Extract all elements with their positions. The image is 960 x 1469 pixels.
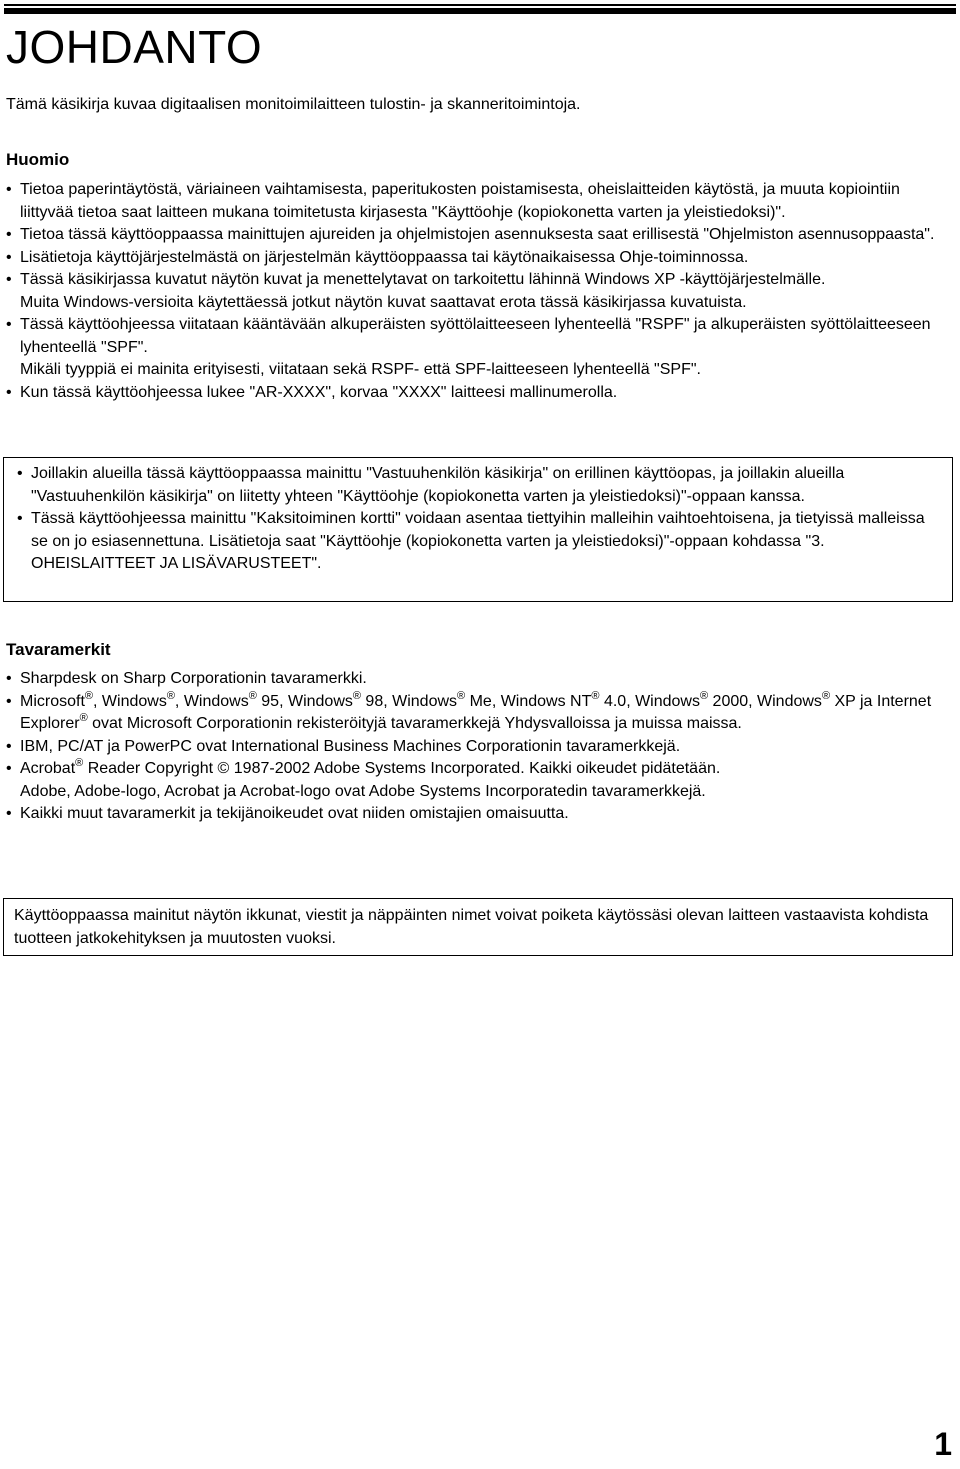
notice_box-item-text: Joillakin alueilla tässä käyttöoppaassa mainittu "Vastuuhenkilön käsikirja" on erillinen käyttöopas, ja joillakin alueilla "Vastuuhenkilön käsikirja" on liitetty yhteen "Käyttöohje (kopiokonetta varten ja yleistiedoksi)"-oppaan kanssa. [31,465,845,505]
registered-mark: ® [79,712,88,724]
page-number: 1 [934,1426,952,1462]
page-title: JOHDANTO [6,21,263,73]
huomio-item-text: Tässä käyttöohjeessa viitataan kääntävään alkuperäisten syöttölaitteeseen lyhenteellä "RSPF" ja alkuperäisten syöttölaitteeseen lyhenteellä "SPF". [20,316,931,356]
huomio-item-text: Tietoa paperintäytöstä, väriaineen vaihtamisesta, paperitukosten poistamisesta, oheislaitteiden käytöstä, ja muuta kopiointiin liittyvää tietoa saat laitteen mukana toimitetusta kirjasesta "Käyttöohje (kopiokonetta varten ja yleistiedoksi)". [20,181,900,221]
notice_box-item [17,463,944,508]
registered-mark: ® [248,689,257,702]
header-rule-thick [4,8,956,14]
trademark-item-ibm [6,736,952,759]
huomio-item [6,314,952,382]
huomio-item [6,224,952,247]
notice_box-item-text: Tässä käyttöohjeessa mainittu "Kaksitoiminen kortti" voidaan asentaa tiettyihin malleihin vaihtoehtoisena, ja tietyissä malleissa se on jo esiasennettuna. Lisätietoja saat "Käyttöohje (kopiokonetta varten ja yleistiedoksi)"-oppaan kohdassa "3. OHEISLAITTEET JA LISÄVARUSTEET". [31,510,925,572]
registered-mark: ® [84,689,94,702]
huomio-item-continuation: Mikäli tyyppiä ei mainita erityisesti, viitataan sekä RSPF- että SPF-laitteeseen lyhenteellä "SPF". [20,361,701,378]
trademark-item-microsoft: • Microsoft®, Windows®, Windows® 95, Windows® 98, Windows® Me, Windows NT® 4.0, Windows® 2000, Windows® XP ja Internet Explorer® ovat Microsoft Corporationin rekisteröityjä tavaramerkkejä Yhdysvalloissa ja muissa maissa. [6,691,952,736]
huomio-item-text: Tietoa tässä käyttöoppaassa mainittujen ajureiden ja ohjelmistojen asennuksesta saat erillisestä "Ohjelmiston asennusoppaasta". [20,226,935,243]
trademarks-list [6,668,952,826]
trademarks-heading: Tavaramerkit [6,640,111,659]
huomio-item-text: Lisätietoja käyttöjärjestelmästä on järjestelmän käyttöoppaassa tai käytönaikaisessa Ohje-toiminnossa. [20,248,749,266]
trademark-continuation: Adobe, Adobe-logo, Acrobat ja Acrobat-logo ovat Adobe Systems Incorporatedin tavaramerkkejä. [20,782,706,800]
registered-mark: ® [457,689,466,702]
huomio-list [6,179,952,404]
trademark-text: Sharpdesk on Sharp Corporationin tavaramerkki. [20,670,367,687]
notice_box-item [17,508,944,576]
notice-list [17,463,944,576]
bottom-note-text: Käyttöoppaassa mainitut näytön ikkunat, viestit ja näppäinten nimet voivat poiketa käytössäsi olevan laitteen vastaavista kohdista tuotteen jatkokehityksen ja muutosten vuoksi. [14,907,929,947]
huomio-item-text: Tässä käsikirjassa kuvatut näytön kuvat ja menettelytavat on tarkoitettu lähinnä Windows XP -käyttöjärjestelmälle. [20,271,826,288]
huomio-item [6,269,952,314]
trademark-text: IBM, PC/AT ja PowerPC ovat International Business Machines Corporationin tavaramerkkejä. [20,737,681,755]
huomio-item-continuation: Muita Windows-versioita käytettäessä jotkut näytön kuvat saattavat erota tässä käsikirjassa kuvatuista. [20,293,747,311]
huomio-heading: Huomio [6,150,70,169]
registered-mark: ® [821,689,831,702]
header-rule-thin [4,4,956,6]
registered-mark: ® [699,689,709,702]
registered-mark: ® [352,689,361,702]
huomio-item [6,382,952,405]
registered-mark: ® [75,757,84,769]
notice-box [3,457,953,602]
trademark-text: Kaikki muut tavaramerkit ja tekijänoikeudet ovat niiden omistajien omaisuutta. [20,805,569,822]
huomio-item [6,247,952,270]
trademark-item-others [6,803,952,826]
bottom-note-box [3,898,953,956]
huomio-item [6,179,952,224]
trademark-item-adobe: • Acrobat® Reader Copyright © 1987-2002 Adobe Systems Incorporated. Kaikki oikeudet pidätetään. Adobe, Adobe-logo, Acrobat ja Acrobat-logo ovat Adobe Systems Incorporatedin tavaramerkkejä. [6,758,952,803]
trademark-item-sharpdesk [6,668,952,691]
huomio-item-text: Kun tässä käyttöohjeessa lukee "AR-XXXX", korvaa "XXXX" laitteesi mallinumerolla. [20,383,618,401]
registered-mark: ® [166,689,175,702]
registered-mark: ® [591,689,600,702]
intro-paragraph: Tämä käsikirja kuvaa digitaalisen monitoimilaitteen tulostin- ja skanneritoimintoja. [6,96,581,113]
